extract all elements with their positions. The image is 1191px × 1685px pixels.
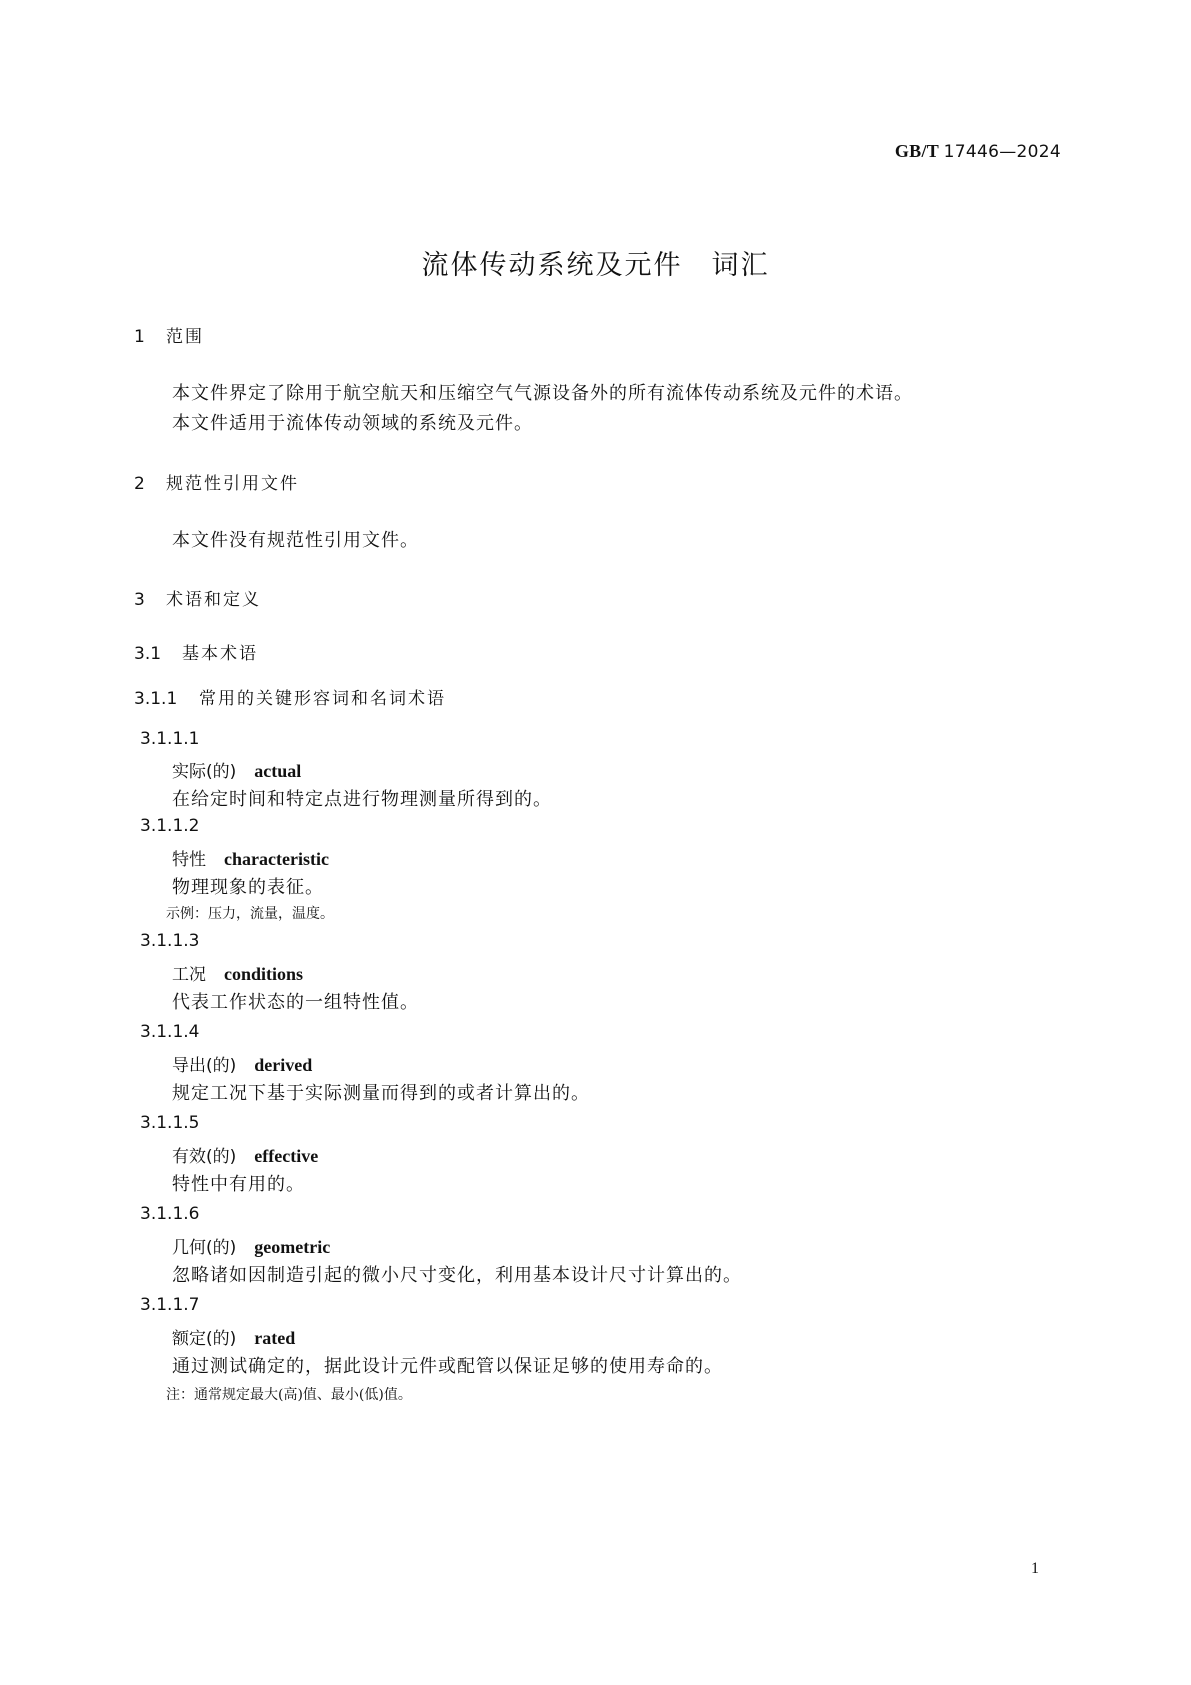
term-english: conditions xyxy=(224,964,304,984)
paragraph: 本文件适用于流体传动领域的系统及元件。 xyxy=(172,413,533,434)
term-definition: 忽略诸如因制造引起的微小尺寸变化，利用基本设计尺寸计算出的。 xyxy=(172,1265,742,1286)
term-definition: 在给定时间和特定点进行物理测量所得到的。 xyxy=(172,789,552,810)
term-chinese: 导出(的) xyxy=(172,1056,237,1076)
standard-prefix: GB/T xyxy=(894,141,940,161)
term-number: 3.1.1.7 xyxy=(140,1295,200,1315)
term-definition: 通过测试确定的，据此设计元件或配管以保证足够的使用寿命的。 xyxy=(172,1356,723,1377)
term-chinese: 几何(的) xyxy=(172,1238,237,1258)
section-title: 术语和定义 xyxy=(166,590,261,610)
term-note xyxy=(166,1384,412,1404)
term-definition: 物理现象的表征。 xyxy=(172,877,324,898)
section-number: 3 xyxy=(134,590,145,610)
term-entry xyxy=(172,1324,295,1349)
section-heading-1 xyxy=(134,322,204,347)
term-chinese: 实际(的) xyxy=(172,762,237,782)
term-definition: 规定工况下基于实际测量而得到的或者计算出的。 xyxy=(172,1083,590,1104)
section-title: 常用的关键形容词和名词术语 xyxy=(199,689,446,709)
term-number: 3.1.1.6 xyxy=(140,1204,200,1224)
term-english: geometric xyxy=(254,1237,331,1257)
term-chinese: 有效(的) xyxy=(172,1147,237,1167)
note-text: 通常规定最大(高)值、最小(低)值。 xyxy=(194,1387,412,1403)
section-title: 基本术语 xyxy=(182,644,258,664)
term-number: 3.1.1.1 xyxy=(140,729,200,749)
section-heading-2 xyxy=(134,469,299,494)
term-entry xyxy=(172,960,303,985)
term-entry xyxy=(172,757,301,782)
section-title: 范围 xyxy=(166,327,204,347)
term-definition: 特性中有用的。 xyxy=(172,1174,305,1195)
term-chinese: 特性 xyxy=(172,850,206,870)
paragraph: 本文件没有规范性引用文件。 xyxy=(172,530,419,551)
term-number: 3.1.1.5 xyxy=(140,1113,200,1133)
term-definition: 代表工作状态的一组特性值。 xyxy=(172,992,419,1013)
term-english: effective xyxy=(254,1146,319,1166)
section-number: 3.1 xyxy=(134,644,162,664)
term-entry xyxy=(172,1142,318,1167)
term-entry xyxy=(172,845,329,870)
section-number: 3.1.1 xyxy=(134,689,178,709)
subsection-heading-3-1 xyxy=(134,639,258,664)
term-english: actual xyxy=(254,761,302,781)
term-chinese: 额定(的) xyxy=(172,1329,237,1349)
term-entry xyxy=(172,1233,330,1258)
section-number: 1 xyxy=(134,327,145,347)
term-number: 3.1.1.3 xyxy=(140,931,200,951)
document-title: 流体传动系统及元件 词汇 xyxy=(421,250,770,281)
standard-number-value: 17446—2024 xyxy=(943,142,1061,162)
note-label: 注： xyxy=(166,1387,194,1403)
term-english: rated xyxy=(254,1328,296,1348)
term-english: characteristic xyxy=(224,849,329,869)
paragraph: 本文件界定了除用于航空航天和压缩空气气源设备外的所有流体传动系统及元件的术语。 xyxy=(172,383,913,404)
term-english: derived xyxy=(254,1055,313,1075)
term-example xyxy=(166,903,334,923)
subsection-heading-3-1-1 xyxy=(134,684,446,709)
standard-number xyxy=(895,141,1061,162)
section-title: 规范性引用文件 xyxy=(166,474,299,494)
term-number: 3.1.1.4 xyxy=(140,1022,200,1042)
example-text: 压力，流量，温度。 xyxy=(208,906,334,922)
example-label: 示例： xyxy=(166,906,208,922)
page-number: 1 xyxy=(1031,1560,1039,1577)
term-number: 3.1.1.2 xyxy=(140,816,200,836)
term-chinese: 工况 xyxy=(172,965,206,985)
section-number: 2 xyxy=(134,474,145,494)
term-entry xyxy=(172,1051,312,1076)
section-heading-3 xyxy=(134,585,261,610)
